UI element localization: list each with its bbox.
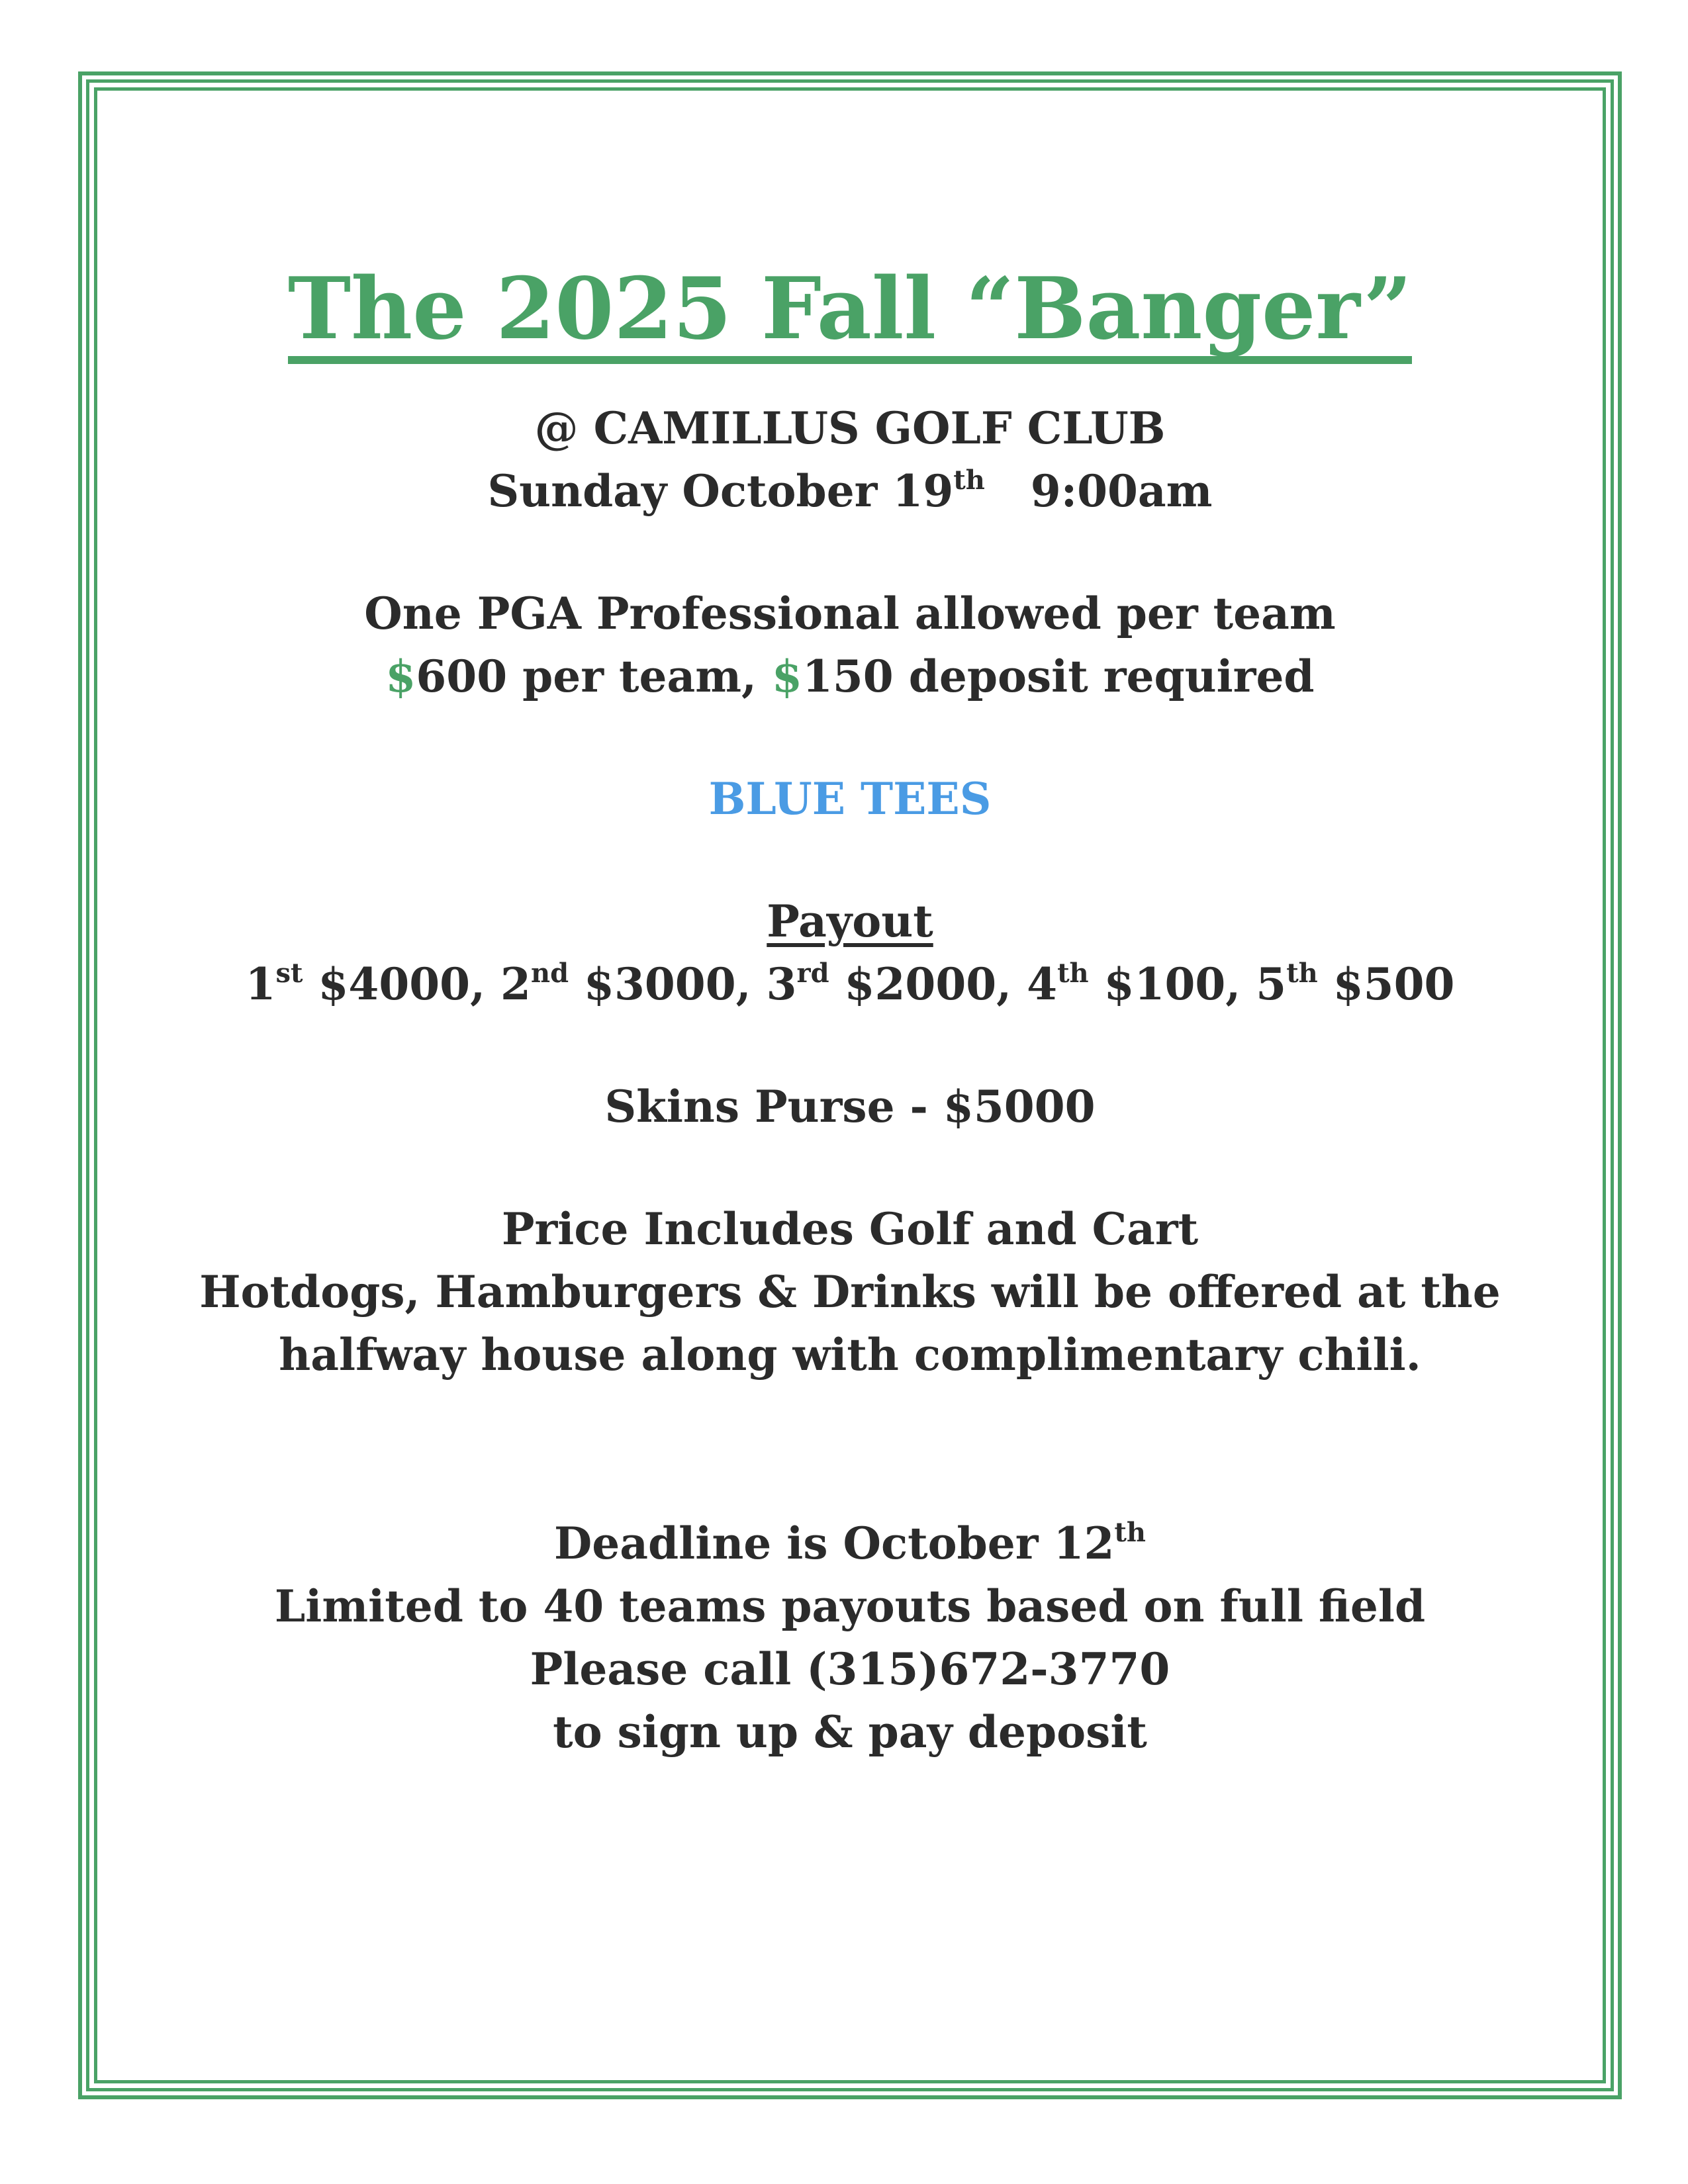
payout-place-2: 2nd $3000, bbox=[500, 958, 767, 1011]
deposit-price: 150 deposit required bbox=[802, 651, 1315, 703]
includes-line-2: Hotdogs, Hamburgers & Drinks will be offered at the bbox=[199, 1266, 1501, 1318]
phone-line: Please call (315)672-3770 bbox=[530, 1643, 1170, 1696]
event-time: 9:00am bbox=[1030, 465, 1213, 518]
tees-label: BLUE TEES bbox=[708, 773, 992, 825]
dollar-sign-1: $ bbox=[385, 651, 416, 703]
payout-place-5: 5th $500 bbox=[1256, 958, 1455, 1011]
date-ordinal: th bbox=[953, 465, 985, 496]
price-line bbox=[106, 645, 1594, 708]
payout-place-3: 3rd $2000, bbox=[766, 958, 1027, 1011]
payout-place-4: 4th $100, bbox=[1027, 958, 1256, 1011]
skins-purse-line: Skins Purse - $5000 bbox=[604, 1081, 1096, 1133]
team-limit-line: Limited to 40 teams payouts based on full field bbox=[274, 1580, 1426, 1633]
payout-place-1: 1st $4000, bbox=[245, 958, 501, 1011]
payout-heading: Payout bbox=[767, 895, 933, 948]
team-price: 600 per team, bbox=[416, 651, 773, 703]
deadline-ordinal: th bbox=[1114, 1517, 1146, 1549]
event-date: Sunday October 19 bbox=[487, 465, 954, 518]
includes-line-1: Price Includes Golf and Cart bbox=[501, 1203, 1199, 1255]
pga-rule-line: One PGA Professional allowed per team bbox=[364, 588, 1336, 640]
event-title: The 2025 Fall “Banger” bbox=[288, 265, 1412, 364]
date-time-line bbox=[106, 460, 1594, 523]
deadline-line: Deadline is October 12th bbox=[554, 1517, 1146, 1570]
includes-line-3: halfway house along with complimentary chili. bbox=[279, 1329, 1421, 1381]
flyer-content bbox=[106, 259, 1594, 1764]
signup-line: to sign up & pay deposit bbox=[553, 1706, 1147, 1758]
venue-line: @ CAMILLUS GOLF CLUB bbox=[534, 402, 1166, 455]
dollar-sign-2: $ bbox=[772, 651, 802, 703]
payout-line bbox=[106, 953, 1594, 1016]
